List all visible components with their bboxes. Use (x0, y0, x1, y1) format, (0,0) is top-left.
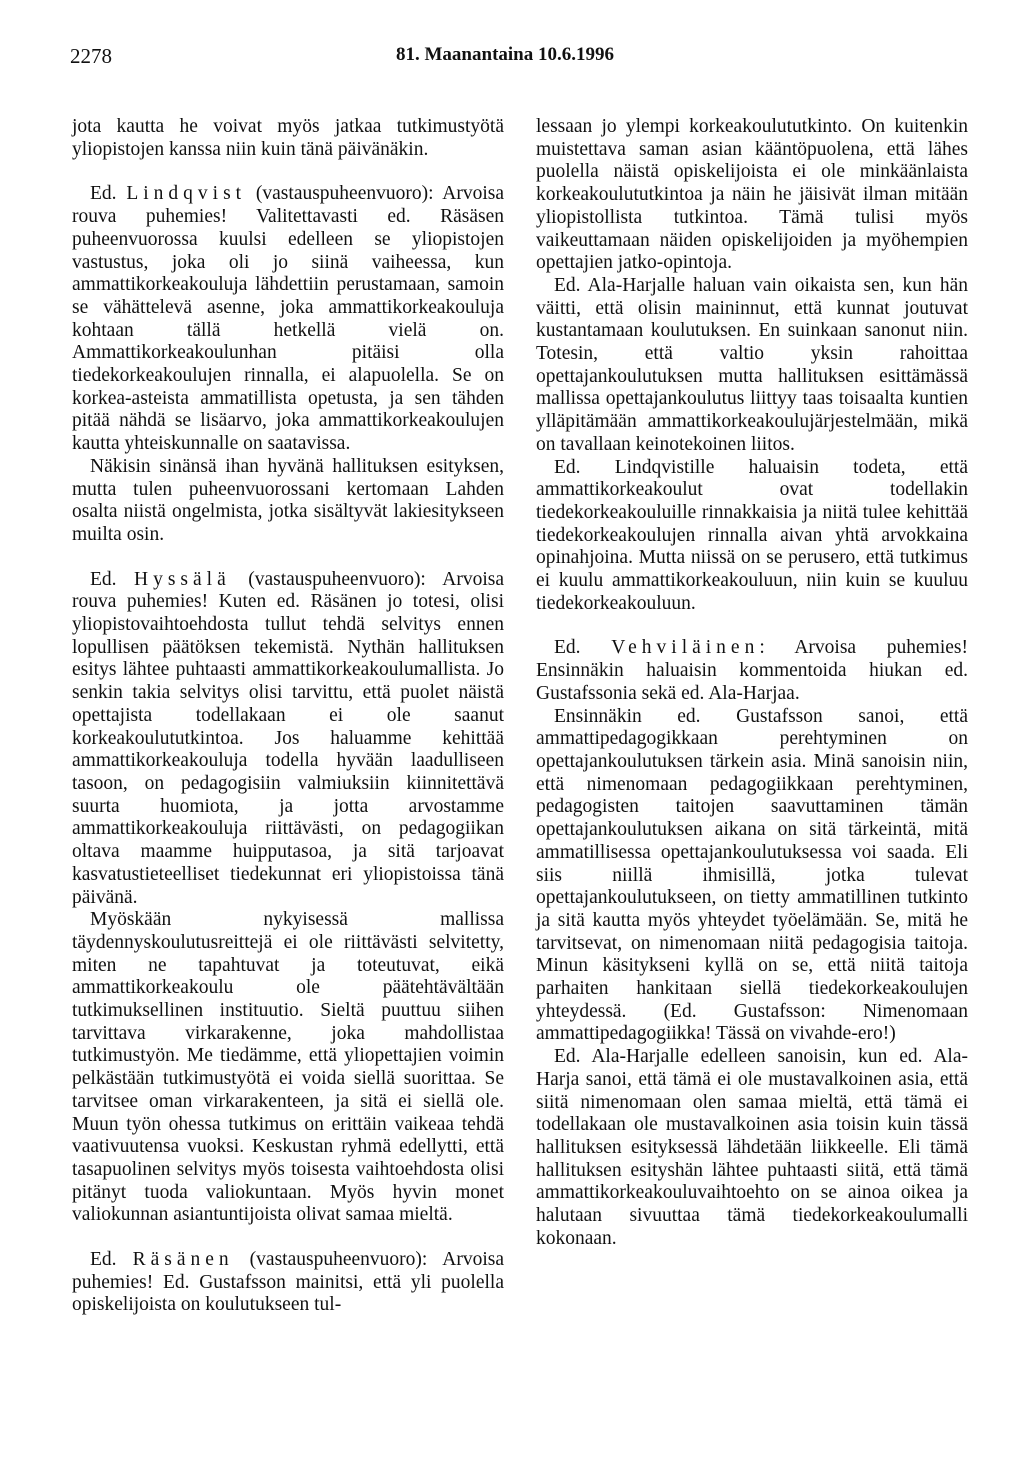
speech-paragraph (536, 637, 968, 705)
paragraph: Näkisin sinänsä ihan hyvänä hallituksen esityksen, mutta tulen puheenvuorossani kertomaan Lahden osalta niistä ongelmista, jotka sisältyvät lakiesitykseen muilta osin. (72, 455, 504, 545)
page-header (0, 44, 1024, 74)
speech-text: (vastauspuheenvuoro): Arvoisa puhemies! Ed. Gustafsson mainitsi, että yli puolella opiskelijoista on koulutukseen tul- (72, 1249, 504, 1316)
running-title: 81. Maanantaina 10.6.1996 (396, 44, 614, 65)
speech-paragraph (72, 569, 504, 910)
speech-text: (vastauspuheenvuoro): Arvoisa rouva puhemies! Valitettavasti ed. Räsäsen puheenvuorossa kuulsi edelleen se yliopistojen vastustus, joka oli jo siinä vaiheessa, kun ammattikorkeakouluja lähdettiin perustamaan, samoin se vähättelevä asenne, joka ammattikorkeakouluja kohtaan tällä hetkellä vielä on. Ammattikorkeakoulunhan pitäisi olla tiedekorkeakoulujen rinnalla, ei alapuolella. Se on korkea-asteista ammatillista opetusta, ja sen tähden pitää nähdä se lisäarvo, joka ammattikorkeakoulujen kautta yhteiskunnalle on saatavissa. (72, 183, 504, 455)
speech-paragraph (72, 1249, 504, 1317)
paragraph: Ed. Lindqvistille haluaisin todeta, että ammattikorkeakoulut ovat todellakin tiedekorkeakouluille rinnakkaisia ja niitä tulee kehittää tiedekorkeakoulujen rinnalla aivan yhtä arvokkaina opinahjoina. Mutta niissä on se perusero, että tutkimus ei kuulu ammattikorkeakouluun, niin kuin se kuuluu tiedekorkeakouluun. (536, 456, 968, 614)
speaker-name: Vehviläinen (611, 637, 760, 659)
speaker-name: Hyssälä (134, 568, 231, 590)
speech-prefix: Ed. (90, 568, 135, 590)
speaker-name: Lindqvist (126, 183, 247, 205)
speech-text: (vastauspuheenvuoro): Arvoisa rouva puhemies! Kuten ed. Räsänen jo totesi, olisi yliopistovaihtoehdosta tullut tehdä selvitys ennen lopullisen päätöksen tekemistä. Nythän hallituksen esitys lähtee puhtaasti ammattikorkeakoulumallista. Jo senkin takia selvitys olisi tarvittu, että puolet näistä opettajista todellakaan ei ole saanut korkeakoulututkintoa. Jos haluamme kehittää ammattikorkeakouluja todella hyvään laadulliseen tasoon, on pedagogisiin valmiuksiin kiinnitettävä suurta huomiota, ja jotta arvostamme ammattikorkeakouluja riittävästi, on pedagogiikan oltava maamme huipputasoa, ja sitä tarjoavat kasvatustieteelliset tiedekunnat eri yliopistoissa tänä päivänä. (72, 568, 504, 908)
speech-prefix: Ed. (554, 637, 612, 659)
page-number: 2278 (70, 44, 112, 68)
speech-prefix: Ed. (90, 1249, 133, 1271)
paragraph: lessaan jo ylempi korkeakoulututkinto. On kuitenkin muistettava saman asian kääntöpuolena, että lähes puolella näistä opiskelijoista ei ole minkäänlaista korkeakoulututkintoa ja näin he jäisivät ilman mitään yliopistollista tutkintoa. Tämä tulisi myös vaikeuttamaan näiden opiskelijoiden ja myöhempien opettajien jatko-opintoja. (536, 116, 968, 274)
paragraph: jota kautta he voivat myös jatkaa tutkimustyötä yliopistojen kanssa niin kuin tänä päivänäkin. (72, 116, 504, 160)
speech-text: : Arvoisa puhemies! Ensinnäkin haluaisin kommentoida hiukan ed. Gustafssonia sekä ed. Ala-Harjaa. (536, 637, 968, 704)
paragraph: Ed. Ala-Harjalle edelleen sanoisin, kun ed. Ala-Harja sanoi, että tämä ei ole mustavalkoinen asia, että siitä nimenomaan olen samaa mieltä, että tämä ei todellakaan ole mustavalkoinen asia toisin kuin tässä hallituksen esityksessä lähdetään liikkeelle. Eli tämä hallituksen esityshän lähtee puhtaasti siitä, että tämä ammattikorkeakouluvaihtoehto on se ainoa oikea ja halutaan sivuuttaa tämä tiedekorkeakoulumalli kokonaan. (536, 1046, 968, 1249)
right-column (536, 116, 968, 1250)
speaker-name: Räsänen (132, 1249, 234, 1271)
paragraph: Ensinnäkin ed. Gustafsson sanoi, että ammattipedagogikkaan perehtyminen on opettajankoulutuksen tärkein asia. Minä sanoisin niin, että nimenomaan pedagogiikkaan perehtyminen, pedagogisten taitojen saavuttaminen tämän opettajankoulutuksen aikana on sitä tärkeintä, mitä ammatillisessa opettajankoulutuksessa voi saada. Eli siis niillä ihmisillä, jotka tulevat opettajankoulutukseen, on tietty ammatillinen tutkinto ja sitä kautta myös yhteydet työelämään. Se, mitä he tarvitsevat, on nimenomaan niitä pedagogisia taitoja. Minun käsitykseni kyllä on se, että niitä taitoja parhaiten hankitaan siellä tiedekorkeakoulujen yhteydessä. (Ed. Gustafsson: Nimenomaan ammattipedagogiikka! Tässä on vivahde-ero!) (536, 705, 968, 1045)
paragraph: Ed. Ala-Harjalle haluan vain oikaista sen, kun hän väitti, että olisin maininnut, että kunnat joutuvat kustantamaan koulutuksen. En suinkaan sanonut niin. Totesin, että valtio yksin rahoittaa opettajankoulutuksen mutta hallituksen esittämässä mallissa opettajankoulutus liittyy taas toisaalta kuntien ylläpitämään ammattikorkeakoulujärjestelmään, mikä on tavallaan keinotekoinen liitos. (536, 274, 968, 455)
speech-prefix: Ed. (90, 183, 127, 205)
paragraph: Myöskään nykyisessä mallissa täydennyskoulutusreittejä ei ole riittävästi selvitetty, miten ne tapahtuvat ja toteutuvat, eikä ammattikorkeakoulu ole päätehtävältään tutkimuksellinen instituutio. Sieltä puuttuu siihen tarvittava virkarakenne, joka mahdollistaa tutkimustyön. Me tiedämme, että yliopettajien voimin pelkästään tutkimustyötä ei voida siellä suorittaa. Se tarvitsee oman virkarakenteen, ja sitä ei siellä ole. Muun työn ohessa tutkimus on erittäin vaikeaa tehdä vaativuutensa vuoksi. Keskustan ryhmä edellytti, että tasapuolinen selvitys myös toisesta vaihtoehdosta olisi pitänyt tuoda valiokuntaan. Myös hyvin monet valiokunnan asiantuntijoista olivat samaa mieltä. (72, 909, 504, 1226)
left-column (72, 116, 504, 1317)
speech-paragraph (72, 183, 504, 455)
